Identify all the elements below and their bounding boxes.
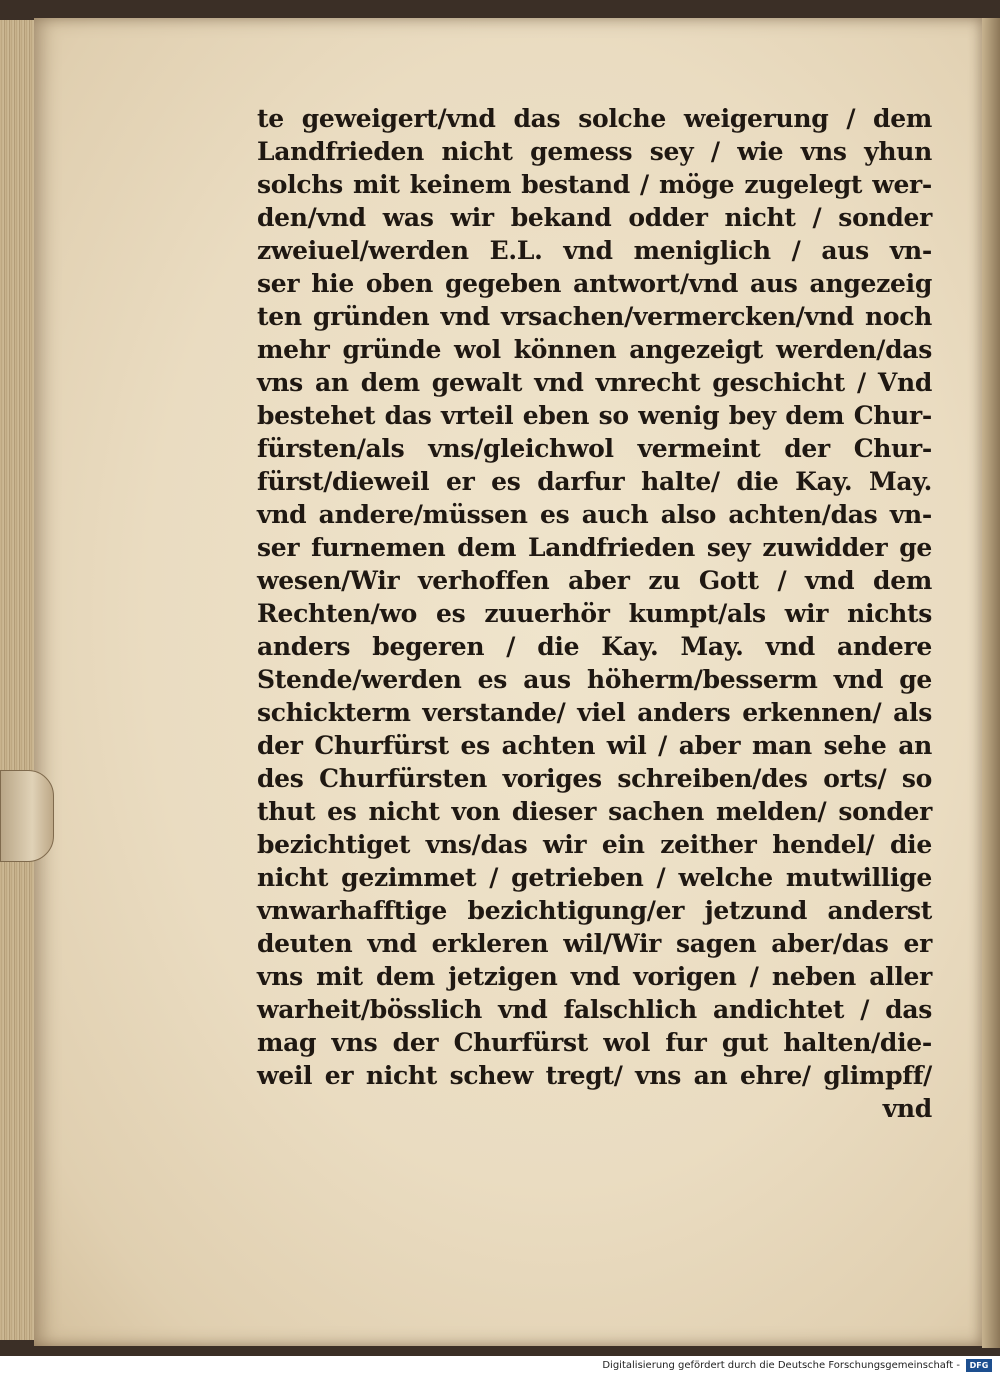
dfg-logo-icon: DFG bbox=[966, 1359, 992, 1372]
text-line: Stende/werden es aus höherm/besserm vnd ge bbox=[257, 665, 932, 694]
text-line: Landfrieden nicht gemess sey / wie vns yhun bbox=[257, 137, 932, 166]
text-line: ten gründen vnd vrsachen/vermercken/vnd noch bbox=[257, 302, 932, 331]
text-line: thut es nicht von dieser sachen melden/ sonder bbox=[257, 797, 932, 826]
text-line: vnd andere/müssen es auch also achten/das vn- bbox=[257, 500, 932, 529]
text-line: mag vns der Churfürst wol fur gut halten/die- bbox=[257, 1028, 932, 1057]
text-line: deuten vnd erkleren wil/Wir sagen aber/das er bbox=[257, 929, 932, 958]
text-line: te geweigert/vnd das solche weigerung / dem bbox=[257, 104, 932, 133]
text-line: den/vnd was wir bekand odder nicht / sonder bbox=[257, 203, 932, 232]
text-line: solchs mit keinem bestand / möge zugelegt wer- bbox=[257, 170, 932, 199]
text-line: fürsten/als vns/gleichwol vermeint der Chur- bbox=[257, 434, 932, 463]
text-line: schickterm verstande/ viel anders erkennen/ als bbox=[257, 698, 932, 727]
text-line: anders begeren / die Kay. May. vnd andere bbox=[257, 632, 932, 661]
book-page-edges bbox=[0, 20, 35, 1340]
book-right-edge bbox=[982, 18, 1000, 1348]
text-line: des Churfürsten voriges schreiben/des orts/ so bbox=[257, 764, 932, 793]
text-line: Rechten/wo es zuuerhör kumpt/als wir nichts bbox=[257, 599, 932, 628]
text-line: warheit/bösslich vnd falschlich andichtet / das bbox=[257, 995, 932, 1024]
text-line: vns an dem gewalt vnd vnrecht geschicht / Vnd bbox=[257, 368, 932, 397]
text-line: fürst/dieweil er es darfur halte/ die Kay. May. bbox=[257, 467, 932, 496]
text-line: vnwarhafftige bezichtigung/er jetzund anderst bbox=[257, 896, 932, 925]
text-line: bezichtiget vns/das wir ein zeither hendel/ die bbox=[257, 830, 932, 859]
footer-credit: Digitalisierung gefördert durch die Deutsche Forschungsgemeinschaft - bbox=[602, 1360, 960, 1371]
text-line: ser furnemen dem Landfrieden sey zuwidder ge bbox=[257, 533, 932, 562]
catchword: vnd bbox=[882, 1094, 932, 1123]
page-text-block bbox=[257, 102, 932, 1125]
text-line: vns mit dem jetzigen vnd vorigen / neben aller bbox=[257, 962, 932, 991]
text-line: ser hie oben gegeben antwort/vnd aus angezeig bbox=[257, 269, 932, 298]
book-clasp bbox=[0, 770, 54, 862]
text-line: weil er nicht schew tregt/ vns an ehre/ glimpff/ bbox=[257, 1061, 932, 1090]
text-line: der Churfürst es achten wil / aber man sehe an bbox=[257, 731, 932, 760]
text-line: bestehet das vrteil eben so wenig bey dem Chur- bbox=[257, 401, 932, 430]
text-line: mehr gründe wol können angezeigt werden/das bbox=[257, 335, 932, 364]
text-line: zweiuel/werden E.L. vnd meniglich / aus vn- bbox=[257, 236, 932, 265]
text-line: nicht gezimmet / getrieben / welche mutwillige bbox=[257, 863, 932, 892]
text-line: wesen/Wir verhoffen aber zu Gott / vnd dem bbox=[257, 566, 932, 595]
